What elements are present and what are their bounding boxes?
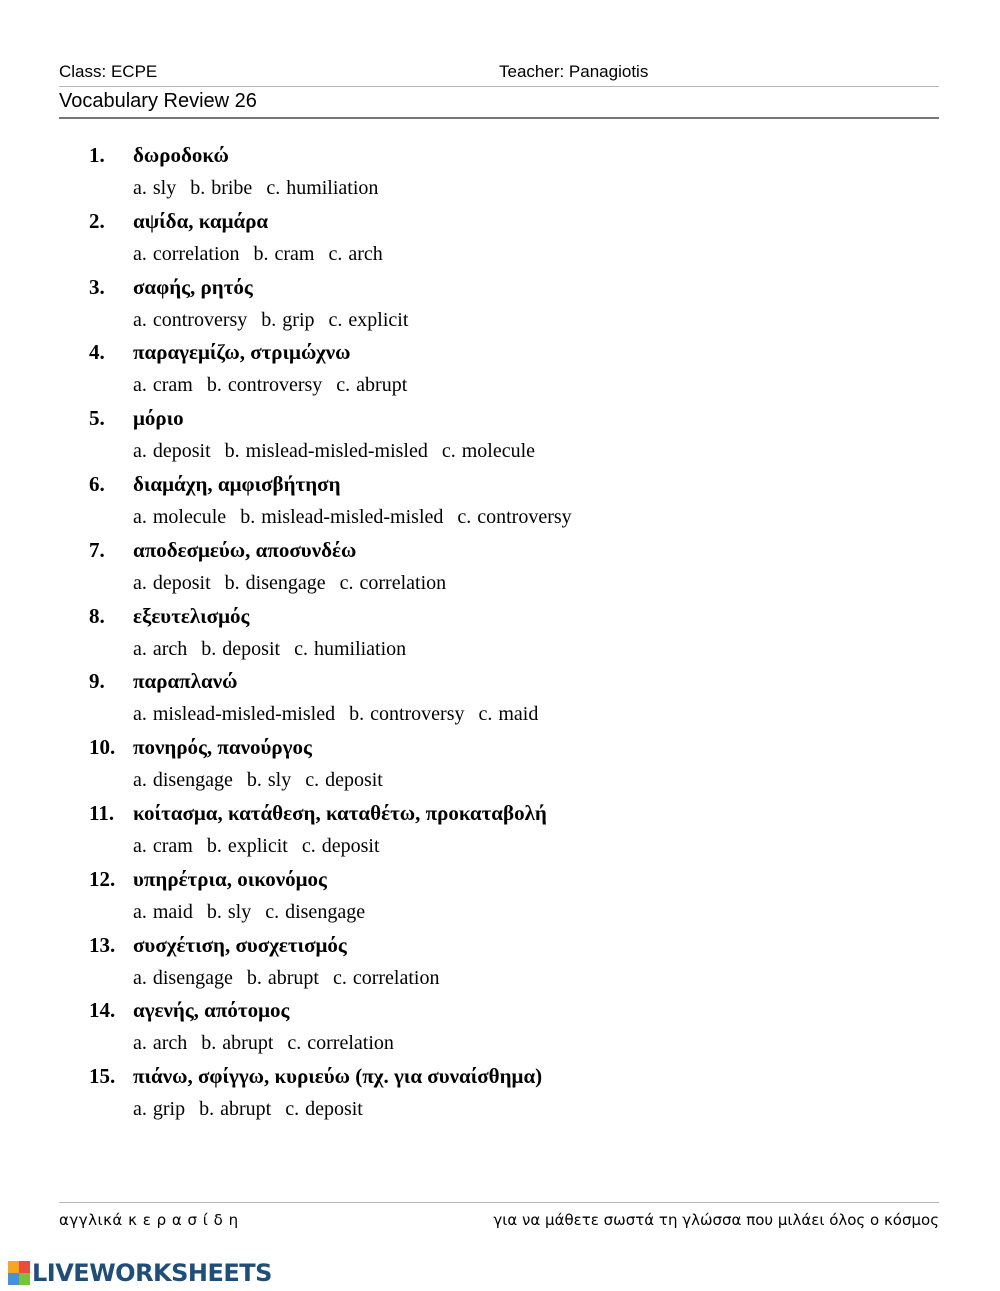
question-number: 5.: [89, 406, 105, 431]
answer-option[interactable]: c. controversy: [457, 505, 572, 528]
question-item: [0, 667, 1000, 733]
answer-option[interactable]: b. sly: [206, 900, 252, 923]
class-label: Class: ECPE: [59, 62, 158, 81]
answer-option[interactable]: a. disengage: [133, 966, 233, 989]
question-word: πιάνω, σφίγγω, κυριεύω (πχ. για συναίσθημα): [133, 1064, 543, 1089]
answer-options: [133, 374, 421, 397]
question-number: 13.: [89, 932, 116, 957]
question-item: [0, 470, 1000, 536]
question-item: [0, 931, 1000, 997]
answer-options: [133, 835, 394, 858]
answer-option[interactable]: b. cram: [253, 242, 315, 265]
answer-option[interactable]: c. deposit: [285, 1098, 363, 1121]
answer-option[interactable]: c. maid: [478, 703, 539, 726]
answer-option[interactable]: c. humiliation: [266, 177, 379, 199]
answer-option[interactable]: b. explicit: [206, 834, 288, 857]
answer-option[interactable]: a. grip: [133, 1098, 186, 1121]
liveworksheets-logo-icon: [8, 1261, 30, 1285]
teacher-label: Teacher: Panagiotis: [499, 62, 649, 81]
brand-text: LIVEWORKSHEETS: [32, 1259, 272, 1287]
question-number: 6.: [89, 471, 105, 496]
answer-option[interactable]: b. abrupt: [199, 1098, 272, 1121]
answer-option[interactable]: a. sly: [133, 177, 177, 199]
question-number: 7.: [89, 537, 105, 562]
question-word: κοίτασμα, κατάθεση, καταθέτω, προκαταβολή: [133, 800, 547, 825]
question-item: [0, 865, 1000, 931]
answer-option[interactable]: a. correlation: [133, 242, 240, 265]
answer-option[interactable]: a. cram: [133, 834, 193, 857]
question-item: [0, 536, 1000, 602]
answer-option[interactable]: b. sly: [246, 769, 292, 792]
question-item: [0, 273, 1000, 339]
answer-option[interactable]: c. abrupt: [336, 374, 408, 397]
question-item: [0, 733, 1000, 799]
page-title: Vocabulary Review 26: [59, 90, 257, 112]
answer-option[interactable]: a. arch: [133, 637, 188, 660]
footer-left: αγγλικά κ ε ρ α σ ί δ η: [59, 1211, 239, 1229]
header-bar: [59, 60, 939, 87]
question-word: αποδεσμεύω, αποσυνδέω: [133, 537, 357, 562]
answer-options: [133, 506, 586, 529]
answer-option[interactable]: a. deposit: [133, 440, 211, 463]
answer-option[interactable]: c. humiliation: [294, 637, 407, 660]
question-word: μόριο: [133, 406, 184, 431]
answer-option[interactable]: c. deposit: [301, 834, 380, 857]
question-number: 15.: [89, 1064, 116, 1089]
question-word: διαμάχη, αμφισβήτηση: [133, 471, 341, 496]
question-item: [0, 404, 1000, 470]
answer-option[interactable]: b. mislead-misled-misled: [224, 440, 428, 463]
answer-option[interactable]: b. mislead-misled-misled: [240, 505, 444, 528]
question-item: [0, 207, 1000, 273]
answer-options: [133, 177, 392, 200]
question-word: αψίδα, καμάρα: [133, 208, 269, 233]
answer-options: [133, 769, 397, 792]
question-number: 2.: [89, 208, 105, 233]
question-number: 1.: [89, 143, 105, 167]
answer-option[interactable]: b. grip: [261, 308, 315, 331]
answer-option[interactable]: c. correlation: [339, 571, 447, 594]
question-word: συσχέτιση, συσχετισμός: [133, 932, 347, 957]
answer-option[interactable]: c. molecule: [441, 440, 536, 463]
question-word: εξευτελισμός: [133, 603, 250, 628]
answer-option[interactable]: a. deposit: [133, 571, 211, 594]
question-item: [0, 338, 1000, 404]
question-word: πονηρός, πανούργος: [133, 735, 312, 760]
question-item: [0, 602, 1000, 668]
question-item: [0, 1062, 1000, 1128]
question-word: υπηρέτρια, οικονόμος: [133, 866, 327, 891]
answer-option[interactable]: b. deposit: [201, 637, 281, 660]
question-word: παραγεμίζω, στριμώχνω: [133, 340, 351, 365]
answer-option[interactable]: c. explicit: [328, 308, 409, 331]
answer-options: [133, 572, 460, 595]
answer-options: [133, 1032, 408, 1055]
answer-option[interactable]: c. disengage: [265, 900, 366, 923]
question-number: 12.: [89, 866, 116, 891]
answer-options: [133, 243, 397, 266]
answer-option[interactable]: c. arch: [328, 242, 383, 265]
liveworksheets-brand[interactable]: [8, 1258, 272, 1288]
answer-options: [133, 703, 552, 726]
answer-option[interactable]: a. disengage: [133, 769, 233, 792]
answer-option[interactable]: a. cram: [133, 374, 193, 397]
answer-option[interactable]: b. disengage: [224, 571, 326, 594]
answer-option[interactable]: c. correlation: [332, 966, 440, 989]
question-number: 9.: [89, 669, 105, 694]
answer-option[interactable]: c. correlation: [287, 1032, 394, 1055]
question-item: [0, 799, 1000, 865]
answer-option[interactable]: b. abrupt: [201, 1032, 274, 1055]
question-number: 4.: [89, 340, 105, 365]
question-item: [0, 141, 1000, 207]
answer-options: [133, 309, 422, 332]
answer-option[interactable]: a. arch: [133, 1032, 188, 1055]
answer-option[interactable]: a. molecule: [133, 505, 227, 528]
answer-options: [133, 1098, 377, 1121]
answer-option[interactable]: a. mislead-misled-misled: [133, 703, 336, 726]
answer-option[interactable]: b. controversy: [206, 374, 323, 397]
answer-options: [133, 901, 379, 924]
question-number: 11.: [89, 800, 115, 825]
question-number: 10.: [89, 735, 116, 760]
question-number: 8.: [89, 603, 105, 628]
answer-options: [133, 440, 549, 463]
footer-right: για να μάθετε σωστά τη γλώσσα που μιλάει όλος ο κόσμος: [493, 1211, 939, 1229]
question-list: [0, 141, 1000, 1128]
answer-option[interactable]: a. maid: [133, 900, 193, 923]
title-bar: [59, 89, 939, 119]
question-word: παραπλανώ: [133, 669, 238, 694]
footer: [59, 1202, 939, 1233]
question-word: σαφής, ρητός: [133, 274, 253, 299]
question-item: [0, 996, 1000, 1062]
question-word: δωροδοκώ: [133, 143, 229, 167]
question-number: 14.: [89, 998, 116, 1023]
answer-option[interactable]: c. deposit: [305, 769, 383, 792]
question-word: αγενής, απότομος: [133, 998, 290, 1023]
answer-options: [133, 967, 453, 990]
answer-option[interactable]: a. controversy: [133, 308, 248, 331]
answer-options: [133, 638, 420, 661]
answer-option[interactable]: b. abrupt: [246, 966, 319, 989]
answer-option[interactable]: b. controversy: [349, 703, 465, 726]
question-number: 3.: [89, 274, 105, 299]
answer-option[interactable]: b. bribe: [190, 177, 253, 199]
